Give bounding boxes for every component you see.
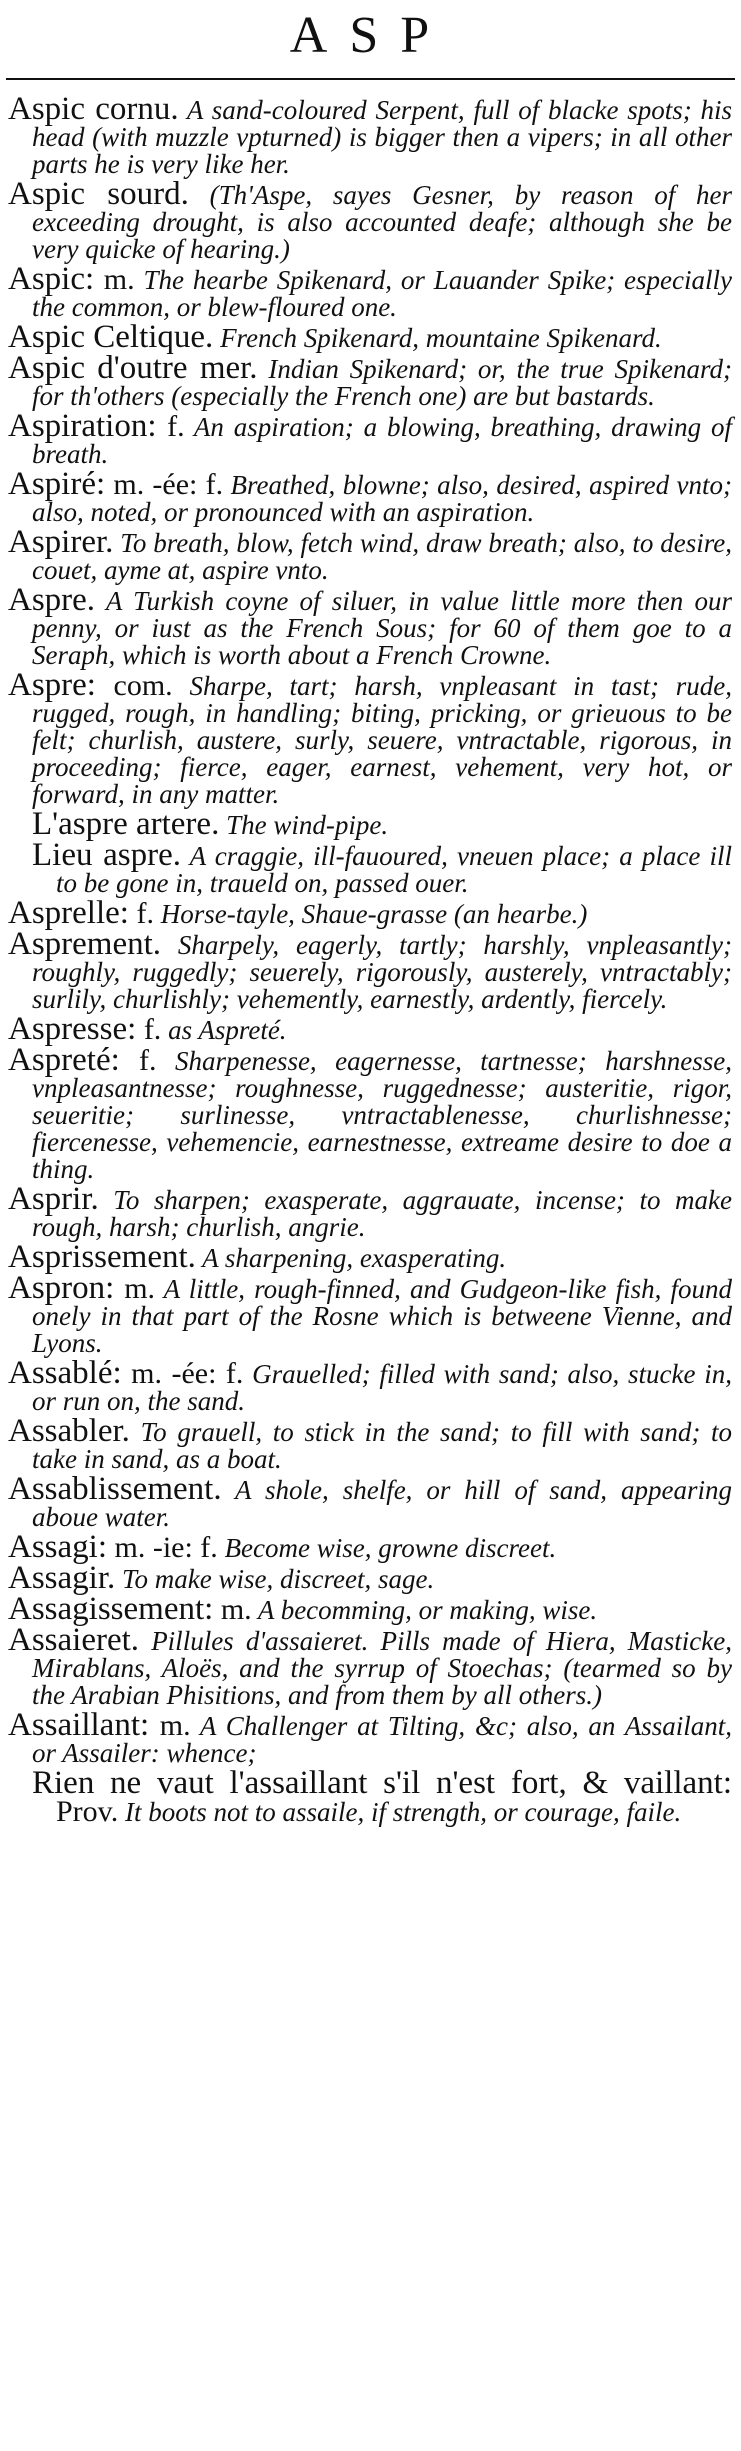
dictionary-entry	[8, 176, 732, 264]
dictionary-entry	[8, 466, 733, 527]
entry-grammar: f.	[128, 897, 154, 930]
entry-definition: A Challenger at Tilting, &c; also, an Assailant, or Assailer: whence;	[32, 1711, 732, 1768]
dictionary-entry	[8, 1471, 732, 1532]
entry-headword: Assaieret.	[8, 1622, 140, 1658]
entry-grammar: m.	[213, 1593, 252, 1626]
entry-definition: To breath, blow, fetch wind, draw breath; also, to desire, couet, ayme at, aspire vnto.	[32, 528, 732, 585]
entry-grammar: f.	[136, 1013, 162, 1046]
entry-headword: Aspic Celtique.	[8, 319, 214, 355]
entry-definition: A becomming, or making, wise.	[251, 1595, 598, 1625]
dictionary-entry	[8, 582, 732, 670]
entry-grammar: f.	[156, 410, 185, 443]
entry-definition: A Turkish coyne of siluer, in value little more then our penny, or iust as the French Sous; for 60 of them goe to a Seraph, which is worth about a French Crowne.	[32, 586, 732, 670]
dictionary-entry	[8, 1042, 732, 1184]
entry-definition: (Th'Aspe, sayes Gesner, by reason of her exceeding drought, is also accounted deafe; although she be very quicke of hearing.)	[32, 180, 732, 264]
dictionary-entry	[8, 261, 732, 322]
entry-headword: Aspiration:	[8, 408, 157, 444]
entry-definition: Indian Spikenard; or, the true Spikenard; for th'others (especially the French one) are but bastards.	[32, 354, 732, 411]
entry-definition: as Aspreté.	[161, 1015, 287, 1045]
header-rule	[6, 78, 735, 80]
dictionary-entry	[8, 1011, 732, 1047]
entry-definition: Sharpely, eagerly, tartly; harshly, vnpleasantly; roughly, ruggedly; seuerely, rigorously, austerely, vntractably; surlily, churlishly; vehemently, earnestly, ardently, fiercely.	[32, 930, 732, 1014]
entry-grammar: com.	[95, 669, 173, 702]
entry-definition: Breathed, blowne; also, desired, aspired vnto; also, noted, or pronounced with an aspiration.	[32, 470, 733, 527]
dictionary-entry	[8, 1591, 732, 1627]
entry-headword: Assagir.	[8, 1560, 116, 1596]
entry-definition: Grauelled; filled with sand; also, stucke in, or run on, the sand.	[32, 1359, 732, 1416]
entry-headword: Assablissement.	[8, 1471, 222, 1507]
entry-headword: Aspre:	[8, 667, 96, 703]
dictionary-entry	[8, 319, 732, 355]
dictionary-entry	[8, 1181, 732, 1242]
entry-headword: Aspreté:	[8, 1042, 120, 1078]
dictionary-entry	[8, 667, 732, 809]
dictionary-entry	[8, 1529, 732, 1565]
entry-headword: Lieu aspre.	[32, 837, 181, 873]
entry-headword: Asprissement.	[8, 1239, 196, 1275]
dictionary-entry	[8, 91, 732, 179]
entry-headword: Aspic:	[8, 261, 95, 297]
entry-definition: The hearbe Spikenard, or Lauander Spike; especially the common, or blew-floured one.	[32, 265, 732, 322]
page-header: ASP	[289, 7, 452, 64]
entry-definition: Sharpenesse, eagernesse, tartnesse; harshnesse, vnpleasantnesse; roughnesse, ruggednesse; austeritie, rigor, seueritie; surlinesse, vntractablenesse, churlishnesse; fiercenesse, vehemencie, earnestnesse, extreame desire to doe a thing.	[32, 1046, 732, 1184]
entry-definition: Sharpe, tart; harsh, vnpleasant in tast; rude, rugged, rough, in handling; biting, pricking, or grieuous to be felt; churlish, austere, surly, seuere, vntractable, rigorous, in proceeding; fierce, eager, earnest, vehement, very hot, or forward, in any matter.	[32, 671, 732, 809]
dictionary-entry	[8, 1270, 732, 1358]
entry-headword: L'aspre artere.	[32, 806, 220, 842]
entry-headword: Asprir.	[8, 1181, 99, 1217]
entry-definition: Become wise, growne discreet.	[217, 1533, 557, 1563]
entry-grammar: m.	[149, 1709, 191, 1742]
dictionary-entry	[8, 408, 732, 469]
entry-grammar: m. -ée: f.	[121, 1357, 244, 1390]
entry-definition: An aspiration; a blowing, breathing, drawing of breath.	[32, 412, 732, 469]
entry-grammar: Prov.	[56, 1795, 119, 1828]
entry-headword: Assagi:	[8, 1529, 107, 1565]
entry-definition: Horse-tayle, Shaue-grasse (an hearbe.)	[153, 899, 588, 929]
dictionary-entry	[8, 926, 732, 1014]
entry-definition: It boots not to assaile, if strength, or courage, faile.	[118, 1797, 682, 1827]
entry-headword: Asprement.	[8, 926, 162, 962]
entry-definition: To sharpen; exasperate, aggrauate, incense; to make rough, harsh; churlish, angrie.	[32, 1185, 732, 1242]
entry-definition: The wind-pipe.	[219, 810, 389, 840]
entry-definition: A shole, shelfe, or hill of sand, appearing aboue water.	[32, 1475, 732, 1532]
dictionary-entry	[8, 1355, 732, 1416]
dictionary-entry	[8, 1239, 732, 1275]
entry-definition: A sharpening, exasperating.	[195, 1243, 507, 1273]
entry-headword: Assagissement:	[8, 1591, 214, 1627]
entry-grammar: m.	[94, 263, 135, 296]
dictionary-entry	[8, 837, 732, 898]
entry-headword: Aspre.	[8, 582, 96, 618]
entry-headword: Assabler.	[8, 1413, 130, 1449]
entry-headword: Aspresse:	[8, 1011, 137, 1047]
entry-list	[8, 91, 733, 1829]
entry-grammar: m.	[114, 1272, 156, 1305]
dictionary-entry	[8, 350, 732, 411]
dictionary-entry	[8, 1413, 732, 1474]
entry-headword: Aspiré:	[8, 466, 106, 502]
entry-headword: Aspic sourd.	[8, 176, 189, 212]
entry-headword: Rien ne vaut l'assaillant s'il n'est fort, & vaillant:	[32, 1765, 732, 1801]
entry-headword: Aspirer.	[8, 524, 114, 560]
dictionary-entry	[8, 806, 732, 842]
entry-definition: Pillules d'assaieret. Pills made of Hiera, Masticke, Mirablans, Aloës, and the syrrup of Stoechas; (tearmed so by the Arabian Phisitions, and from them by all others.)	[32, 1626, 732, 1710]
dictionary-entry	[8, 1707, 732, 1768]
dictionary-entry	[8, 1560, 732, 1596]
entry-headword: Aspron:	[8, 1270, 115, 1306]
entry-headword: Assablé:	[8, 1355, 122, 1391]
entry-definition: To make wise, discreet, sage.	[115, 1564, 435, 1594]
entry-grammar: m. -ie: f.	[107, 1531, 218, 1564]
entry-grammar: f.	[119, 1044, 157, 1077]
entry-definition: French Spikenard, mountaine Spikenard.	[213, 323, 662, 353]
dictionary-entry	[8, 1622, 732, 1710]
entry-definition: A sand-coloured Serpent, full of blacke spots; his head (with muzzle vpturned) is bigger then a vipers; in all other parts he is very like her.	[32, 95, 732, 179]
entry-headword: Asprelle:	[8, 895, 129, 931]
dictionary-entry	[8, 524, 732, 585]
dictionary-entry	[8, 1765, 732, 1828]
dictionary-entry	[8, 895, 732, 931]
entry-grammar: m. -ée: f.	[105, 468, 224, 501]
entry-definition: A little, rough-finned, and Gudgeon-like fish, found onely in that part of the Rosne which is betweene Vienne, and Lyons.	[32, 1274, 732, 1358]
entry-headword: Assaillant:	[8, 1707, 150, 1743]
entry-headword: Aspic cornu.	[8, 91, 179, 127]
entry-headword: Aspic d'outre mer.	[8, 350, 258, 386]
entry-definition: A craggie, ill-fauoured, vneuen place; a place ill to be gone in, traueld on, passed ouer.	[56, 841, 732, 898]
entry-definition: To grauell, to stick in the sand; to fill with sand; to take in sand, as a boat.	[32, 1417, 732, 1474]
